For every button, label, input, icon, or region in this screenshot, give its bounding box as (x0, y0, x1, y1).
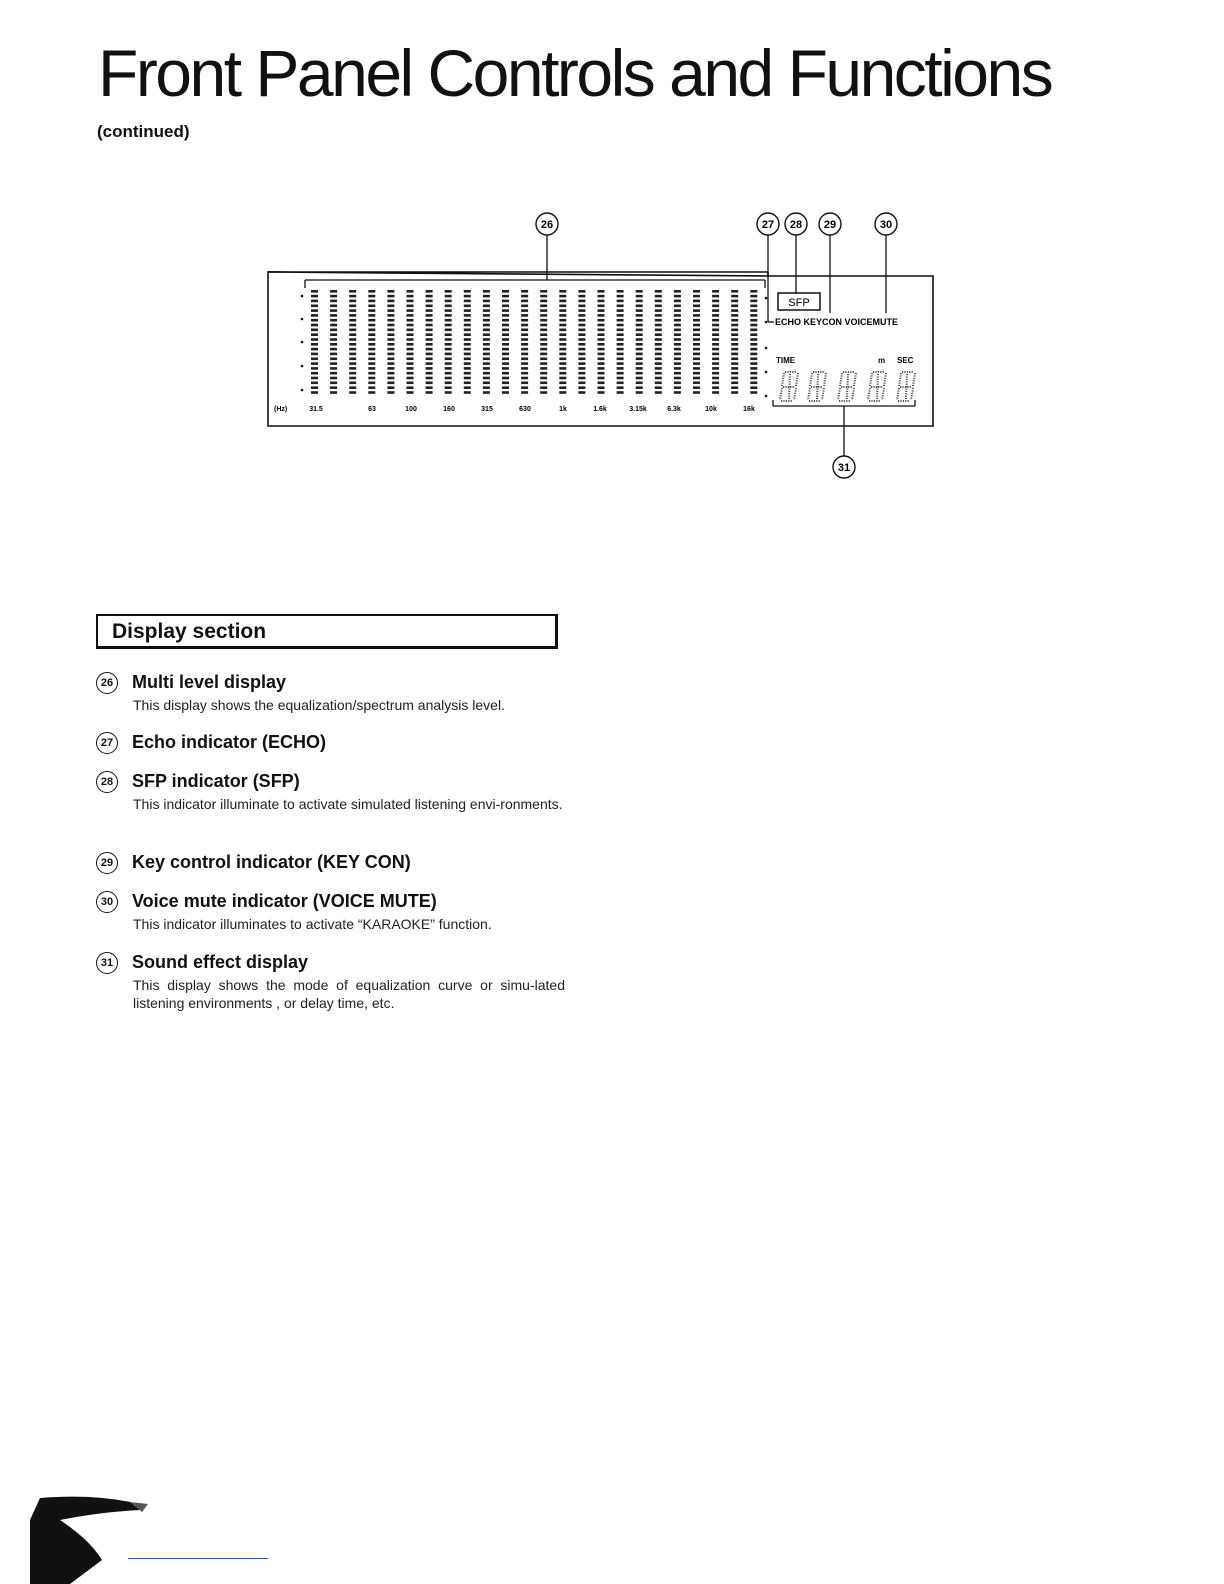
level-column (598, 290, 605, 394)
level-column (731, 290, 738, 394)
footer-rule (128, 1558, 268, 1559)
item-title: SFP indicator (SFP) (132, 771, 300, 791)
item-number: 31 (96, 952, 118, 974)
segment-digit (897, 372, 915, 401)
item-title: Echo indicator (ECHO) (132, 732, 327, 752)
freq-label: 1.6k (593, 406, 607, 413)
level-column (540, 290, 547, 394)
callout-29-label: 29 (823, 219, 837, 231)
callout-29 (819, 213, 841, 235)
freq-label: 10k (705, 406, 717, 413)
segment-digit (780, 372, 798, 401)
item-title: Multi level display (132, 672, 287, 692)
sound-effect-display (780, 372, 915, 401)
freq-label: 1k (559, 406, 567, 413)
freq-label: 6.3k (667, 406, 681, 413)
item-number: 26 (96, 672, 118, 694)
level-column (617, 290, 624, 394)
level-column (750, 290, 757, 394)
freq-label: 63 (368, 406, 376, 413)
level-column (426, 290, 433, 394)
page-corner-tab-mark (30, 1490, 180, 1584)
item-description: This display shows the equalization/spectrum analysis level. (133, 697, 505, 713)
section-title: Display section (112, 620, 267, 643)
display-diagram (0, 200, 1224, 500)
segment-digit (838, 372, 856, 401)
freq-label: 16k (743, 406, 755, 413)
page-subtitle: (continued) (97, 122, 190, 141)
level-column (445, 290, 452, 394)
freq-label: 630 (519, 406, 531, 413)
leader-lines (305, 235, 915, 456)
freq-label: 160 (443, 406, 455, 413)
item-title: Key control indicator (KEY CON) (132, 852, 411, 872)
level-column (311, 290, 318, 394)
item-number: 27 (96, 732, 118, 754)
freq-label: 100 (405, 406, 417, 413)
level-column (330, 290, 337, 394)
item-description: This indicator illuminate to activate simulated listening envi-ronments. (133, 796, 563, 812)
display-section-header (96, 614, 558, 649)
level-column (368, 290, 375, 394)
item-number: 30 (96, 891, 118, 913)
segment-digit (868, 372, 886, 401)
callout-31-label: 31 (837, 462, 851, 474)
level-column (578, 290, 585, 394)
level-column (521, 290, 528, 394)
level-column (693, 290, 700, 394)
level-column (559, 290, 566, 394)
sfp-indicator-label: SFP (788, 297, 810, 309)
item-number: 29 (96, 852, 118, 874)
sec-label: SEC (897, 356, 914, 365)
freq-label: 315 (481, 406, 493, 413)
time-label: TIME (776, 356, 796, 365)
indicator-labels: ECHO KEYCON VOICEMUTE (775, 317, 899, 327)
multi-level-display (311, 290, 757, 394)
callout-31 (833, 456, 855, 478)
level-column (502, 290, 509, 394)
item-description: This display shows the mode of equalization curve or simu-lated listening environments , or delay time, etc. (133, 977, 565, 1011)
callout-30-label: 30 (879, 219, 893, 231)
segment-digit (808, 372, 826, 401)
level-column (636, 290, 643, 394)
callout-27-label: 27 (761, 219, 775, 231)
item-title: Voice mute indicator (VOICE MUTE) (132, 891, 437, 911)
callout-26-label: 26 (540, 219, 554, 231)
level-column (712, 290, 719, 394)
frequency-labels (309, 406, 755, 413)
item-description: This indicator illuminates to activate “KARAOKE” function. (133, 916, 492, 932)
level-column (349, 290, 356, 394)
page-title: Front Panel Controls and Functions (98, 36, 1052, 110)
callout-26 (536, 213, 558, 235)
item-title: Sound effect display (132, 952, 309, 972)
level-column (464, 290, 471, 394)
freq-label: 3.15k (629, 406, 647, 413)
callout-27 (757, 213, 779, 235)
callout-28 (785, 213, 807, 235)
item-number: 28 (96, 771, 118, 793)
callout-30 (875, 213, 897, 235)
callout-28-label: 28 (789, 219, 803, 231)
level-column (387, 290, 394, 394)
freq-label: 31.5 (309, 406, 323, 413)
hz-label: (Hz) (274, 406, 288, 413)
level-column (483, 290, 490, 394)
level-column (407, 290, 414, 394)
minute-label: m (878, 356, 886, 365)
level-column (655, 290, 662, 394)
level-column (674, 290, 681, 394)
